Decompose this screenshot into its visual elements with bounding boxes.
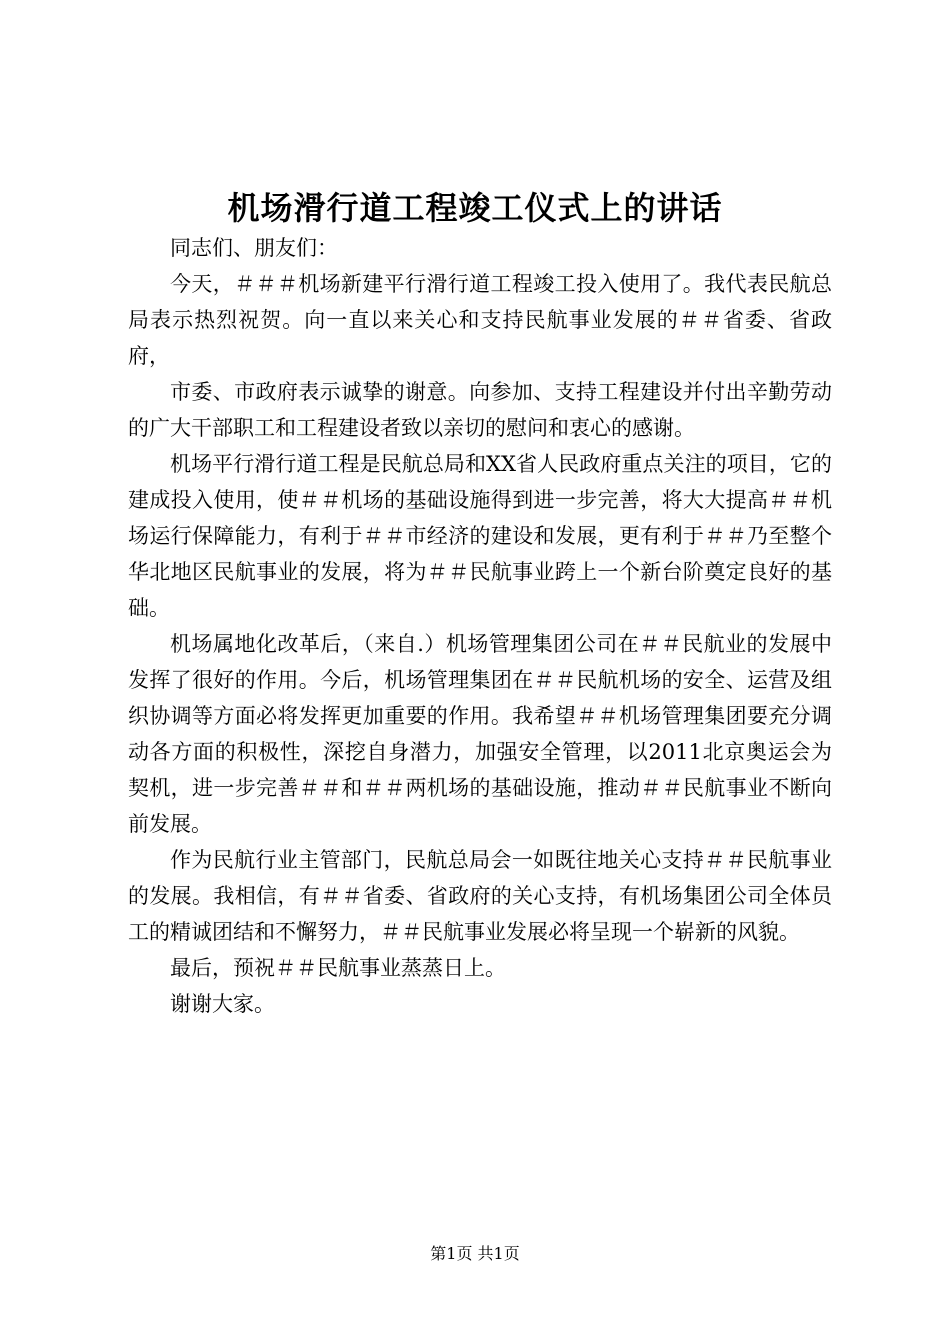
paragraph: 机场属地化改革后，（来自.）机场管理集团公司在＃＃民航业的发展中发挥了很好的作用。今后，机场管理集团在＃＃民航机场的安全、运营及组织协调等方面必将发挥更加重要的作用。我希望＃＃机场管理集团要充分调动各方面的积极性，深挖自身潜力，加强安全管理，以2011北京奥运会为契机，进一步完善＃＃和＃＃两机场的基础设施，推动＃＃民航事业不断向前发展。 [128,632,832,836]
paragraph-thanks: 谢谢大家。 [170,992,275,1016]
paragraph: 作为民航行业主管部门，民航总局会一如既往地关心支持＃＃民航事业的发展。我相信，有＃＃省委、省政府的关心支持，有机场集团公司全体员工的精诚团结和不懈努力，＃＃民航事业发展必将呈现一个崭新的风貌。 [128,848,832,944]
paragraph: 今天，＃＃＃机场新建平行滑行道工程竣工投入使用了。我代表民航总局表示热烈祝贺。向一直以来关心和支持民航事业发展的＃＃省委、省政府， [128,272,832,368]
document-title: 机场滑行道工程竣工仪式上的讲话 [227,189,723,227]
page-footer: 第1页 共1页 [430,1244,520,1263]
paragraph-closing: 最后，预祝＃＃民航事业蒸蒸日上。 [170,956,506,980]
paragraph: 市委、市政府表示诚挚的谢意。向参加、支持工程建设并付出辛勤劳动的广大干部职工和工程建设者致以亲切的慰问和衷心的感谢。 [128,380,832,440]
paragraph-greeting: 同志们、朋友们： [170,236,338,260]
document-body [128,230,832,1022]
paragraph: 机场平行滑行道工程是民航总局和XX省人民政府重点关注的项目，它的建成投入使用，使＃＃机场的基础设施得到进一步完善，将大大提高＃＃机场运行保障能力，有利于＃＃市经济的建设和发展，更有利于＃＃乃至整个华北地区民航事业的发展，将为＃＃民航事业跨上一个新台阶奠定良好的基础。 [128,452,832,620]
